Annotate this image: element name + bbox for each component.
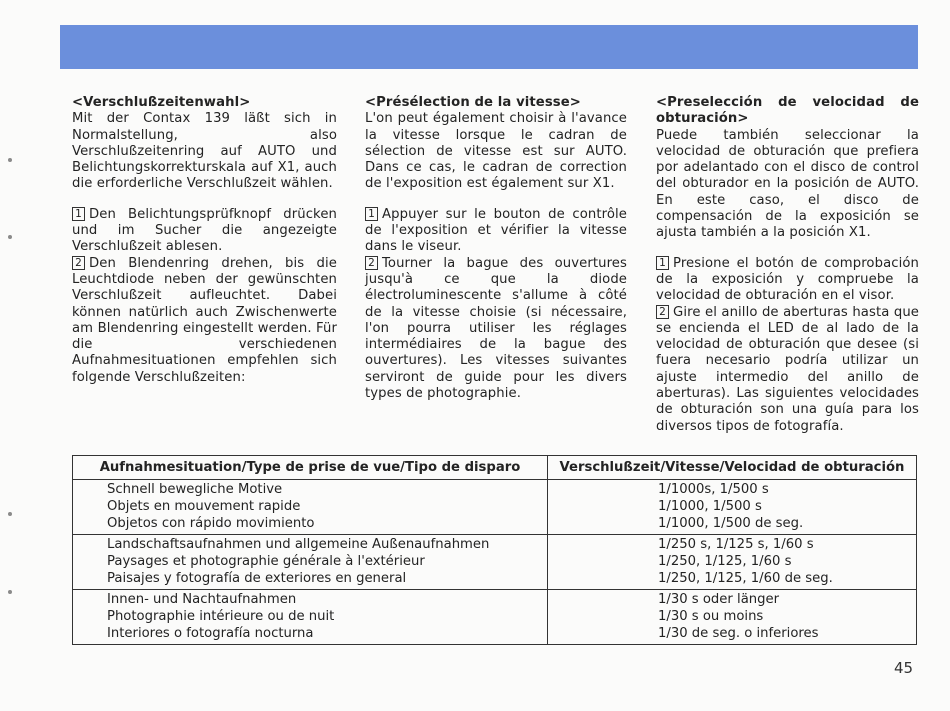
spanish-step-2-text: Gire el anillo de aberturas hasta que se encienda el LED de al lado de la velocidad de obturación que desee (si fuera necesario podría utilizar un ajuste intermedio del anillo de aberturas). Las siguientes velocidades de obturación son una guía para los diversos tipos de fotografía.: [656, 304, 919, 434]
spanish-heading: <Preselección de velocidad de obturación>: [656, 95, 919, 127]
step-number-box: 1: [656, 256, 669, 270]
scan-speck: [8, 590, 12, 594]
step-number-box: 1: [72, 207, 85, 221]
scan-speck: [8, 235, 12, 239]
situation-line: Photographie intérieure ou de nuit: [107, 609, 335, 624]
speed-line: 1/30 s ou moins: [658, 609, 764, 624]
french-intro-text: L'on peut également choisir à l'avance la vitesse lorsque le cadran de sélection de vitesse est sur AUTO. Dans ce cas, le cadran de correction de l'exposition est également sur X1.: [365, 111, 627, 192]
spanish-step-1: [656, 256, 919, 305]
spanish-intro-paragraph: [656, 95, 919, 242]
page-number: 45: [894, 659, 914, 677]
situation-cell: [73, 590, 548, 645]
german-step-1-text: Den Belichtungsprüfknopf drücken und im Sucher die angezeigte Verschlußzeit ablesen.: [72, 206, 337, 255]
step-number-box: 1: [365, 207, 378, 221]
german-heading: <Verschlußzeitenwahl>: [72, 95, 251, 110]
speed-line: 1/1000s, 1/500 s: [658, 482, 769, 497]
french-step-1-text: Appuyer sur le bouton de contrôle de l'exposition et vérifier la vitesse dans le viseur.: [365, 206, 627, 255]
header-color-band: [60, 25, 918, 69]
french-step-2: [365, 256, 627, 403]
speed-line: 1/250, 1/125, 1/60 s: [658, 554, 792, 569]
situation-cell: [73, 480, 548, 535]
situation-line: Interiores o fotografía nocturna: [107, 626, 314, 641]
french-heading: <Présélection de la vitesse>: [365, 95, 581, 110]
speed-cell: [548, 590, 917, 645]
spanish-column: [656, 95, 919, 435]
table-row: [73, 590, 917, 645]
speed-line: 1/30 s oder länger: [658, 592, 780, 607]
speed-line: 1/1000, 1/500 de seg.: [658, 516, 804, 531]
speed-line: 1/1000, 1/500 s: [658, 499, 762, 514]
situation-line: Innen- und Nachtaufnahmen: [107, 592, 297, 607]
speed-line: 1/250, 1/125, 1/60 de seg.: [658, 571, 833, 586]
scan-speck: [8, 512, 12, 516]
scan-speck: [8, 158, 12, 162]
speed-cell: [548, 480, 917, 535]
french-intro-paragraph: [365, 95, 627, 193]
situation-line: Paysages et photographie générale à l'extérieur: [107, 554, 425, 569]
spanish-step-1-text: Presione el botón de comprobación de la exposición y compruebe la velocidad de obturación en el visor.: [656, 255, 919, 304]
table-row: [73, 535, 917, 590]
german-column: [72, 95, 337, 386]
situation-line: Objets en mouvement rapide: [107, 499, 301, 514]
speed-line: 1/30 de seg. o inferiores: [658, 626, 819, 641]
german-step-2: [72, 256, 337, 386]
german-step-2-text: Den Blendenring drehen, bis die Leuchtdiode neben der gewünschten Verschlußzeit aufleuchtet. Dabei können natürlich auch Zwischenwerte am Blendenring eingestellt werden. Für die verschiedenen Aufnahmesituationen empfehlen sich folgende Verschlußzeiten:: [72, 255, 337, 385]
spanish-step-2: [656, 305, 919, 435]
speed-line: 1/250 s, 1/125 s, 1/60 s: [658, 537, 814, 552]
situation-line: Paisajes y fotografía de exteriores en general: [107, 571, 407, 586]
german-step-1: [72, 207, 337, 256]
table-row: [73, 480, 917, 535]
french-step-2-text: Tourner la bague des ouvertures jusqu'à ce que la diode électroluminescente s'allume à côté de la vitesse choisie (si nécessaire, l'on pourra utiliser les réglages intermédiaires de la bague des ouvertures). Les vitesses suivantes serviront de guide pour les divers types de photographie.: [365, 255, 627, 402]
situation-line: Schnell bewegliche Motive: [107, 482, 283, 497]
situation-cell: [73, 535, 548, 590]
french-column: [365, 95, 627, 402]
situation-line: Objetos con rápido movimiento: [107, 516, 315, 531]
table-header-row: [73, 456, 917, 480]
situation-line: Landschaftsaufnahmen und allgemeine Außenaufnahmen: [107, 537, 490, 552]
shutter-speed-table: [72, 455, 917, 645]
german-intro-paragraph: [72, 95, 337, 193]
step-number-box: 2: [656, 305, 669, 319]
step-number-box: 2: [365, 256, 378, 270]
french-step-1: [365, 207, 627, 256]
speed-cell: [548, 535, 917, 590]
step-number-box: 2: [72, 256, 85, 270]
german-intro-text: Mit der Contax 139 läßt sich in Normalstellung, also Verschlußzeitenring auf AUTO und Belichtungskorrekturskala auf X1, auch die erforderliche Verschlußzeit wählen.: [72, 111, 337, 192]
situation-column-header: Aufnahmesituation/Type de prise de vue/Tipo de disparo: [73, 456, 548, 480]
spanish-intro-text: Puede también seleccionar la velocidad de obturación que prefiera por adelantado con el disco de control del obturador en la posición de AUTO. En este caso, el disco de compensación de la exposición se ajusta también a la posición X1.: [656, 127, 919, 241]
speed-column-header: Verschlußzeit/Vitesse/Velocidad de obturación: [548, 456, 917, 480]
